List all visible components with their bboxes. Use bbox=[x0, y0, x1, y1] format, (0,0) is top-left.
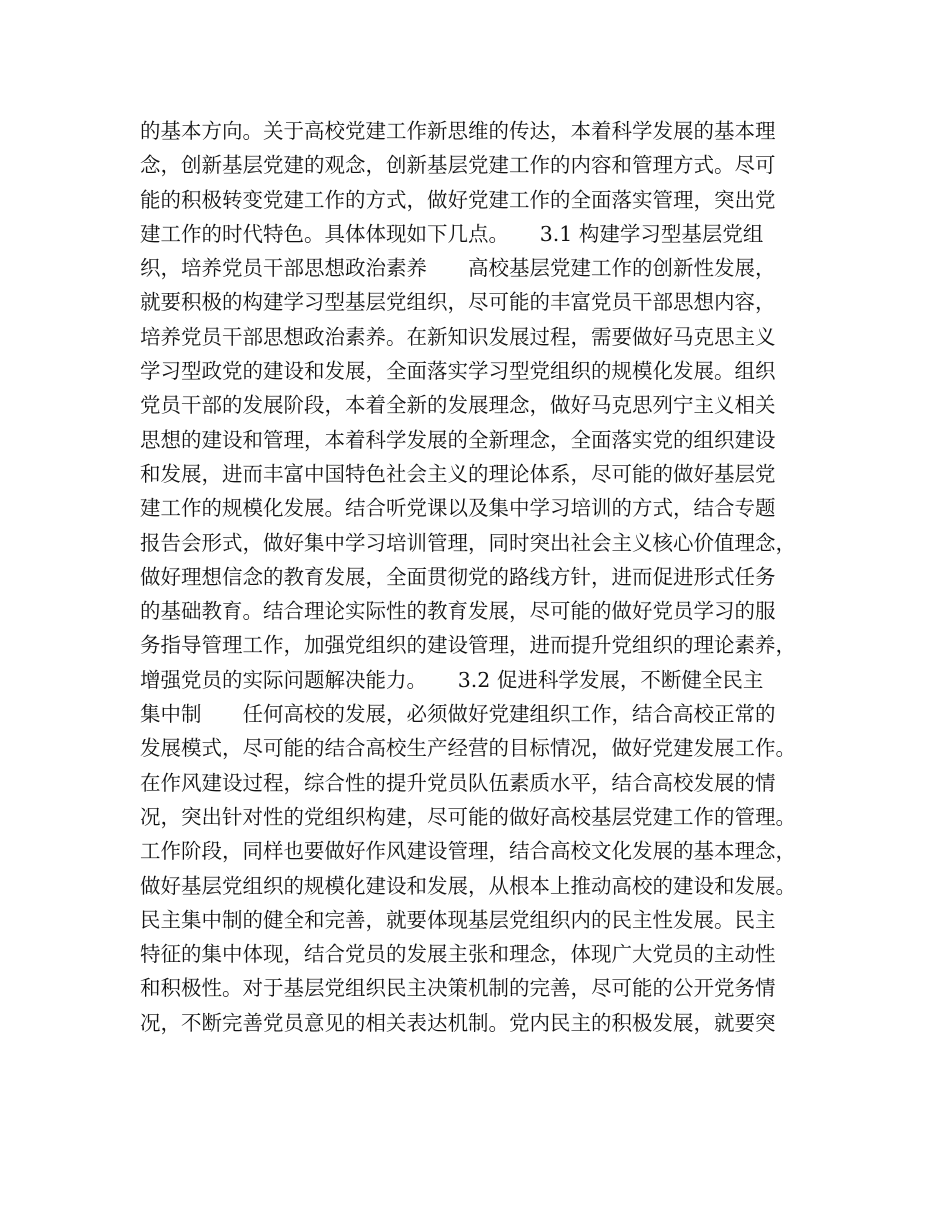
text-line: 报告会形式，做好集中学习培训管理，同时突出社会主义核心价值理念， bbox=[140, 530, 796, 555]
text-line: 党员干部的发展阶段，本着全新的发展理念，做好马克思列宁主义相关 bbox=[140, 393, 776, 418]
text-line: 况，不断完善党员意见的相关表达机制。党内民主的积极发展，就要突 bbox=[140, 1010, 776, 1035]
text-line: 念，创新基层党建的观念，创新基层党建工作的内容和管理方式。尽可 bbox=[140, 153, 776, 178]
text-line: 民主集中制的健全和完善，就要体现基层党组织内的民主性发展。民主 bbox=[140, 907, 776, 932]
text-line: 务指导管理工作，加强党组织的建设管理，进而提升党组织的理论素养， bbox=[140, 633, 796, 658]
text-line: 和发展，进而丰富中国特色社会主义的理论体系，尽可能的做好基层党 bbox=[140, 461, 776, 486]
text-line: 做好理想信念的教育发展，全面贯彻党的路线方针，进而促进形式任务 bbox=[140, 564, 776, 589]
text-line: 培养党员干部思想政治素养。在新知识发展过程，需要做好马克思主义 bbox=[140, 324, 776, 349]
text-line: 特征的集中体现，结合党员的发展主张和理念，体现广大党员的主动性 bbox=[140, 942, 776, 967]
text-line: 和积极性。对于基层党组织民主决策机制的完善，尽可能的公开党务情 bbox=[140, 976, 776, 1001]
text-line: 建工作的时代特色。具体体现如下几点。 3.1 构建学习型基层党组 bbox=[140, 221, 764, 246]
text-line: 思想的建设和管理，本着科学发展的全新理念，全面落实党的组织建设 bbox=[140, 427, 776, 452]
text-line: 在作风建设过程，综合性的提升党员队伍素质水平，结合高校发展的情 bbox=[140, 770, 776, 795]
body-text bbox=[140, 114, 830, 1040]
text-line: 集中制 任何高校的发展，必须做好党建组织工作，结合高校正常的 bbox=[140, 702, 776, 727]
text-line: 就要积极的构建学习型基层党组织，尽可能的丰富党员干部思想内容， bbox=[140, 290, 776, 315]
text-line: 学习型政党的建设和发展，全面落实学习型党组织的规模化发展。组织 bbox=[140, 359, 776, 384]
text-line: 工作阶段，同样也要做好作风建设管理，结合高校文化发展的基本理念， bbox=[140, 839, 796, 864]
text-line: 增强党员的实际问题解决能力。 3.2 促进科学发展，不断健全民主 bbox=[140, 667, 764, 692]
text-line: 建工作的规模化发展。结合听党课以及集中学习培训的方式，结合专题 bbox=[140, 496, 776, 521]
text-line: 织，培养党员干部思想政治素养 高校基层党建工作的创新性发展， bbox=[140, 256, 776, 281]
text-line: 况，突出针对性的党组织构建，尽可能的做好高校基层党建工作的管理。 bbox=[140, 804, 796, 829]
text-line: 的基本方向。关于高校党建工作新思维的传达，本着科学发展的基本理 bbox=[140, 119, 776, 143]
text-line: 的基础教育。结合理论实际性的教育发展，尽可能的做好党员学习的服 bbox=[140, 599, 776, 624]
text-line: 能的积极转变党建工作的方式，做好党建工作的全面落实管理，突出党 bbox=[140, 187, 776, 212]
text-line: 发展模式，尽可能的结合高校生产经营的目标情况，做好党建发展工作。 bbox=[140, 736, 796, 761]
text-line: 做好基层党组织的规模化建设和发展，从根本上推动高校的建设和发展。 bbox=[140, 873, 796, 898]
